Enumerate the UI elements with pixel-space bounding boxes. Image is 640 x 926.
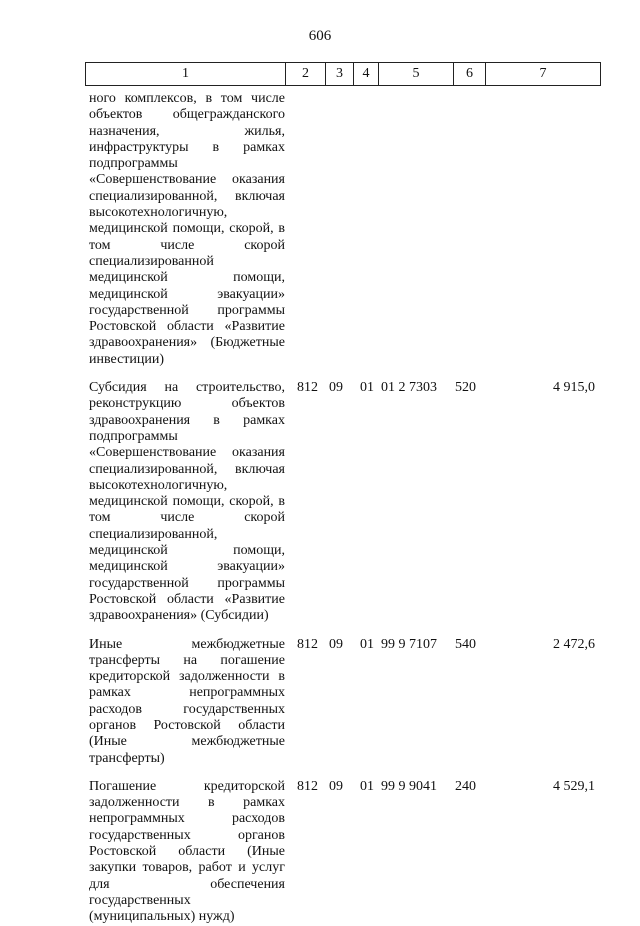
header-col-5: 5 [379,63,454,86]
row-amount [485,91,600,368]
row-description: ного комплексов, в том числе объектов общегражданского назначения, жилья, инфраструктуры в рамках подпрограммы «Совершенствование оказания специализированной, включая высокотехнологичную, медицинской помощи, скорой, в том числе скорой специализированной медицинской помощи, медицинской эвакуации» государственной программы Ростовской области «Развитие здравоохранения» (Бюджетные инвестиции) [89,91,285,367]
row-amount: 4 915,0 [553,380,595,396]
row-subsection-code: 01 [360,778,374,794]
row-section-code: 09 [329,636,343,652]
row-amount: 2 472,6 [553,636,595,652]
header-col-7: 7 [486,63,601,86]
header-col-6: 6 [454,63,486,86]
row-target-code: 99 9 9041 [381,778,437,794]
row-target-code [378,91,453,368]
row-target-code: 01 2 7303 [381,380,437,396]
row-amount: 4 529,1 [553,778,595,794]
row-ministry-code: 812 [297,380,318,396]
table-body [85,91,600,926]
row-section-code [325,91,353,368]
row-subsection-code [353,91,378,368]
row-expense-type: 540 [455,636,476,652]
row-ministry-code: 812 [297,778,318,794]
row-description: Субсидия на строительство, реконструкцию объектов здравоохранения в рамках подпрограммы «Совершенствование оказания специализированной, включая высокотехнологичную, медицинской помощи, скорой, в том числе скорой специализированной, медицинской помощи, медицинской эвакуации» государственной программы Ростовской области «Развитие здравоохранения» (Субсидии) [89,380,285,624]
table-header [85,62,601,86]
row-subsection-code: 01 [360,636,374,652]
table-row [85,637,600,767]
row-expense-type [453,91,485,368]
page-number: 606 [308,28,332,44]
row-ministry-code [285,91,325,368]
header-col-2: 2 [286,63,326,86]
row-expense-type: 520 [455,380,476,396]
row-description: Иные межбюджетные трансферты на погашение кредиторской задолженности в рамках непрограммных расходов государственных органов Ростовской области (Иные межбюджетные трансферты) [89,636,285,766]
table-row [85,779,600,926]
row-ministry-code: 812 [297,636,318,652]
header-col-4: 4 [354,63,379,86]
header-col-3: 3 [326,63,354,86]
row-subsection-code: 01 [360,380,374,396]
table-row [85,91,600,368]
row-expense-type: 240 [455,778,476,794]
row-section-code: 09 [329,778,343,794]
row-section-code: 09 [329,380,343,396]
row-description: Погашение кредиторской задолженности в рамках непрограммных расходов государственных органов Ростовской области (Иные закупки товаров, работ и услуг для обеспечения государственных (муниципальных) нужд) [89,778,285,925]
header-col-1: 1 [86,63,286,86]
row-target-code: 99 9 7107 [381,636,437,652]
table-row [85,380,600,624]
